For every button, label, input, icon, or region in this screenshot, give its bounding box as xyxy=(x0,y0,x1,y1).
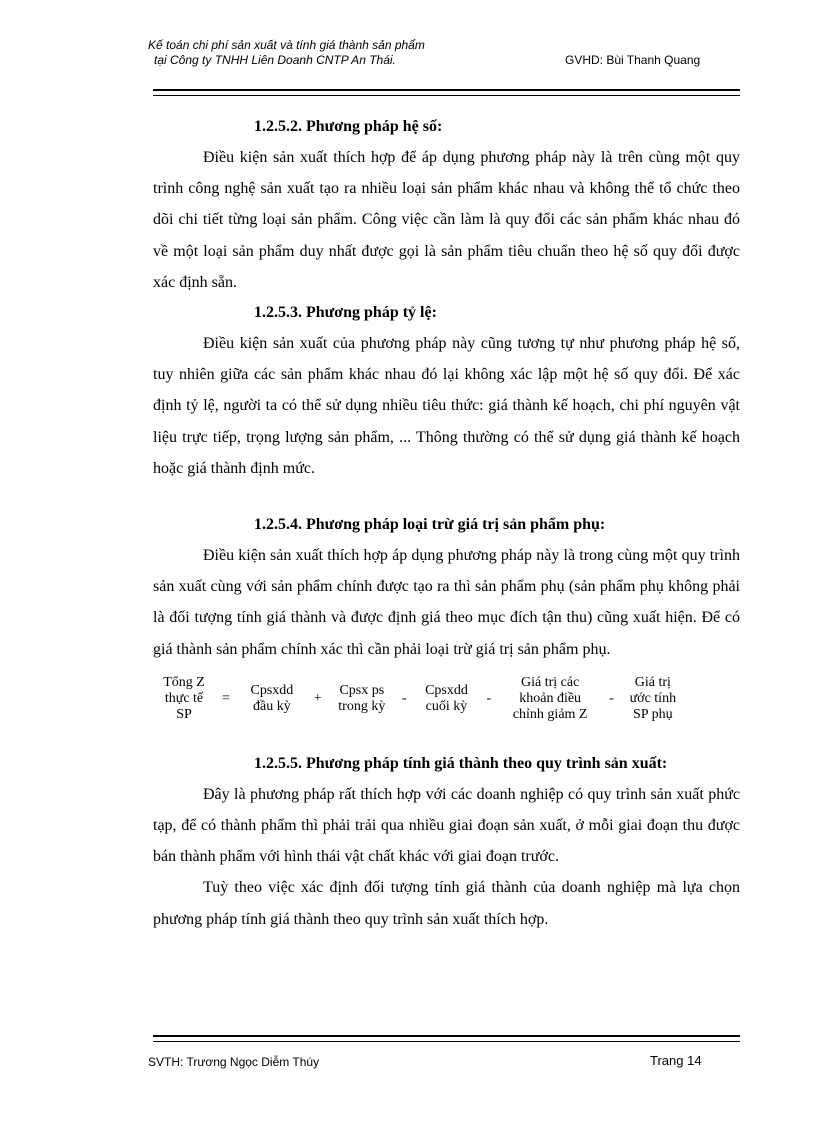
page-body xyxy=(153,112,740,935)
formula-term-line: chỉnh giảm Z xyxy=(512,706,588,722)
formula-term-line: SP phụ xyxy=(633,706,673,722)
formula-minus: - xyxy=(486,690,492,706)
formula-term-line: trong kỳ xyxy=(338,698,386,714)
footer-divider xyxy=(153,1035,740,1042)
formula-term-line: Cpsx ps xyxy=(339,682,385,698)
header-advisor: GVHD: Bùi Thanh Quang xyxy=(565,53,701,67)
heading-1-2-5-3: 1.2.5.3. Phương pháp tỷ lệ: xyxy=(254,304,437,322)
formula-term-line: thực tế xyxy=(164,690,204,706)
heading-1-2-5-4: 1.2.5.4. Phương pháp loại trừ giá trị sản phẩm phụ: xyxy=(254,516,606,534)
formula-term-period-cost xyxy=(329,683,395,715)
header-title-line2: tại Công ty TNHH Liên Doanh CNTP An Thái. xyxy=(154,53,396,67)
formula-term-line: Giá trị các xyxy=(521,674,580,690)
formula-term-line: đầu kỳ xyxy=(253,698,291,714)
header-divider xyxy=(153,89,740,96)
formula-term-line: SP xyxy=(176,706,192,722)
heading-1-2-5-5: 1.2.5.5. Phương pháp tính giá thành theo quy trình sản xuất: xyxy=(254,754,668,772)
spacer xyxy=(153,484,740,510)
paragraph-quy-trinh-2: Tuỳ theo việc xác định đối tượng tính giá thành của doanh nghiệp mà lựa chọn phương pháp tính giá thành theo quy trình sản xuất thích hợp. xyxy=(153,879,740,928)
formula-term-line: cuối kỳ xyxy=(425,698,468,714)
header-title-line1: Kế toán chi phí sản xuất và tính giá thành sản phẩm xyxy=(148,38,425,52)
formula-plus: + xyxy=(313,690,322,706)
formula-term-line: ước tính xyxy=(629,690,677,706)
formula-term-line: Cpsxdd xyxy=(425,682,468,698)
cost-formula xyxy=(153,675,740,723)
formula-term-line: Giá trị xyxy=(634,674,671,690)
heading-1-2-5-2: 1.2.5.2. Phương pháp hệ số: xyxy=(254,118,443,135)
formula-term-adjustments xyxy=(498,675,602,723)
spacer xyxy=(153,737,740,749)
formula-minus: - xyxy=(401,690,407,706)
formula-term-line: Tổng Z xyxy=(163,674,205,690)
paragraph-he-so: Điều kiện sản xuất thích hợp để áp dụng phương pháp này là trên cùng một quy trình công nghệ sản xuất tạo ra nhiều loại sản phẩm khác nhau và không thể tổ chức theo dõi chi tiết từng loại sản phẩm. Công việc cần làm là quy đổi các sản phẩm khác nhau đó về một loại sản phẩm duy nhất được gọi là sản phẩm tiêu chuẩn theo hệ số quy đổi được xác định sẵn. xyxy=(153,149,740,291)
paragraph-ty-le: Điều kiện sản xuất của phương pháp này cũng tương tự như phương pháp hệ số, tuy nhiên giữa các sản phẩm khác nhau đó lại không xác lập một hệ số quy đổi. Để xác định tỷ lệ, người ta có thể sử dụng nhiều tiêu thức: giá thành kế hoạch, chi phí nguyên vật liệu trực tiếp, trọng lượng sản phẩm, ... Thông thường có thể sử dụng giá thành kế hoạch hoặc giá thành định mức. xyxy=(153,335,740,477)
footer-student: SVTH: Trương Ngọc Diễm Thúy xyxy=(148,1055,320,1069)
formula-equals: = xyxy=(222,690,230,706)
formula-term-total-z xyxy=(153,675,215,723)
formula-term-opening-wip xyxy=(237,683,307,715)
formula-minus: - xyxy=(609,690,614,706)
formula-term-closing-wip xyxy=(413,683,479,715)
formula-term-line: Cpsxdd xyxy=(250,682,294,698)
document-header-title xyxy=(148,38,425,68)
page-number: Trang 14 xyxy=(650,1053,702,1068)
formula-term-line: khoản điều xyxy=(519,690,582,706)
formula-term-byproduct-value xyxy=(621,675,685,723)
paragraph-quy-trinh-1: Đây là phương pháp rất thích hợp với các doanh nghiệp có quy trình sản xuất phức tạp, để có thành phẩm thì phải trải qua nhiều giai đoạn sản xuất, ở mỗi giai đoạn thu được bán thành phẩm với hình thái vật chất khác với giai đoạn trước. xyxy=(153,785,740,866)
paragraph-loai-tru: Điều kiện sản xuất thích hợp áp dụng phương pháp này là trong cùng một quy trình sản xuất cùng với sản phẩm chính được tạo ra thì sản phẩm phụ (sản phẩm phụ không phải là đối tượng tính giá thành và được định giá theo mục đích tận thu) cũng xuất hiện. Để có giá thành sản phẩm chính xác thì cần phải loại trừ giá trị sản phẩm phụ. xyxy=(153,547,740,658)
